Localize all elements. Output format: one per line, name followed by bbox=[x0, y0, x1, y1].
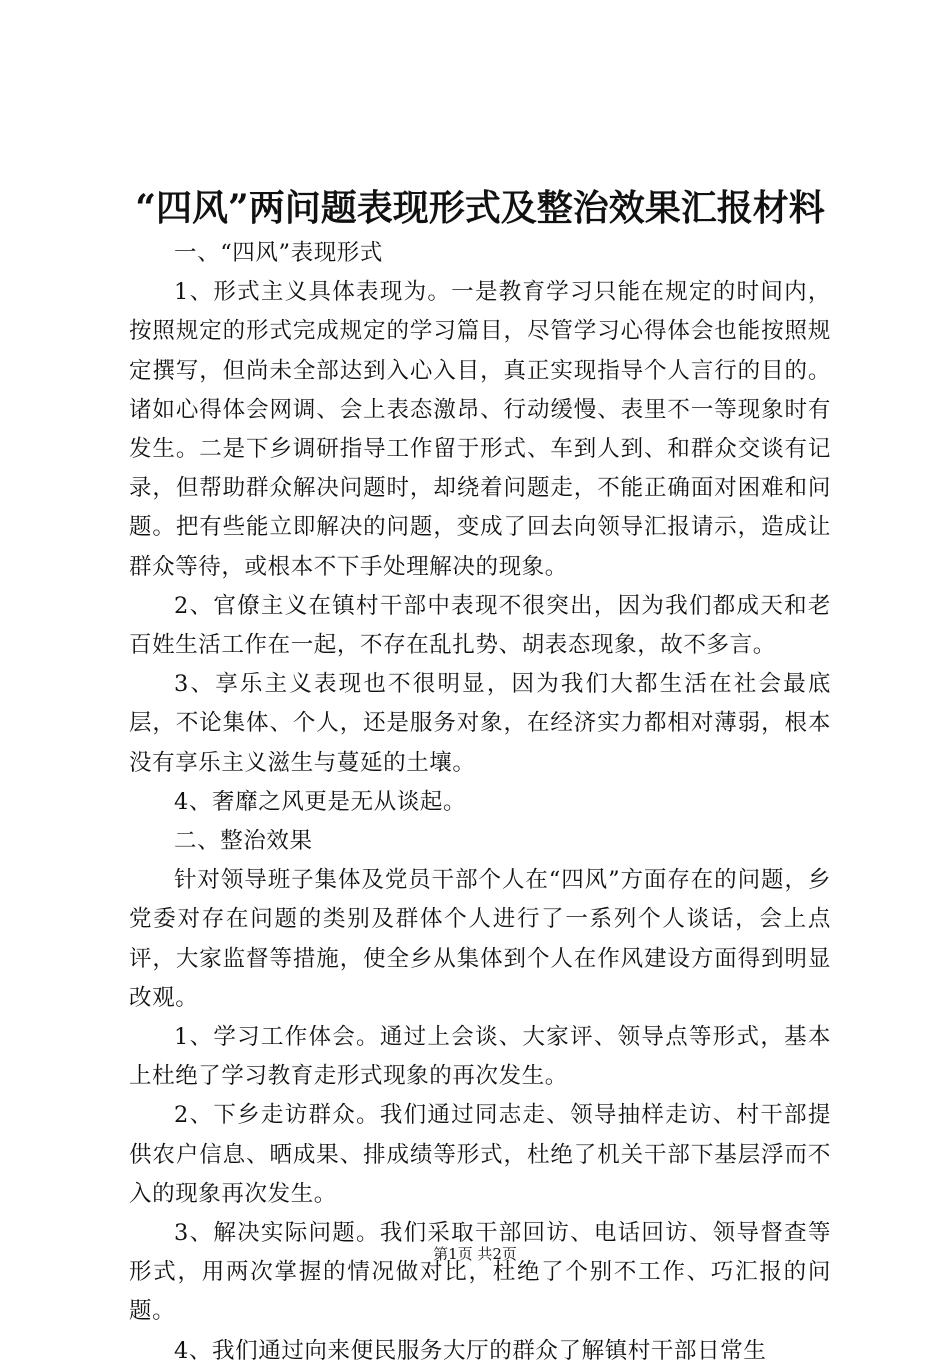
paragraph: 2、官僚主义在镇村干部中表现不很突出，因为我们都成天和老百姓生活工作在一起，不存在乱扎势、胡表态现象，故不多言。 bbox=[129, 592, 831, 659]
section-heading: 二、整治效果 bbox=[174, 828, 313, 855]
paragraph: 2、下乡走访群众。我们通过同志走、领导抽样走访、村干部提供农户信息、晒成果、排成绩等形式，杜绝了机关干部下基层浮而不入的现象再次发生。 bbox=[129, 1102, 831, 1207]
page-footer: 第1页 共2页 bbox=[433, 1245, 517, 1263]
section-heading: 一、“四风”表现形式 bbox=[174, 240, 384, 266]
paragraph: 1、形式主义具体表现为。一是教育学习只能在规定的时间内，按照规定的形式完成规定的学习篇目，尽管学习心得体会也能按照规定撰写，但尚未全部达到入心入目，真正实现指导个人言行的目的。诸如心得体会网调、会上表态激昂、行动缓慢、表里不一等现象时有发生。二是下乡调研指导工作留于形式、车到人到、和群众交谈有记录，但帮助群众解决问题时，却绕着问题走，不能正确面对困难和问题。把有些能立即解决的问题，变成了回去向领导汇报请示，造成让群众等待，或根本不下手处理解决的现象。 bbox=[129, 279, 831, 580]
paragraph: 3、享乐主义表现也不很明显，因为我们大都生活在社会最底层，不论集体、个人，还是服务对象，在经济实力都相对薄弱，根本没有享乐主义滋生与蔓延的土壤。 bbox=[129, 671, 831, 776]
paragraph: 3、解决实际问题。我们采取干部回访、电话回访、领导督查等形式，用两次掌握的情况做对比，杜绝了个别不工作、巧汇报的问题。 bbox=[129, 1220, 831, 1325]
paragraph: 4、奢靡之风更是无从谈起。 bbox=[174, 788, 467, 815]
document-title: “四风”两问题表现形式及整治效果汇报材料 bbox=[135, 187, 825, 229]
document-body bbox=[129, 234, 831, 1371]
paragraph: 针对领导班子集体及党员干部个人在“四风”方面存在的问题，乡党委对存在问题的类别及群体个人进行了一系列个人谈话，会上点评，大家监督等措施，使全乡从集体到个人在作风建设方面得到明显改观。 bbox=[129, 867, 831, 1011]
paragraph: 1、学习工作体会。通过上会谈、大家评、领导点等形式，基本上杜绝了学习教育走形式现象的再次发生。 bbox=[129, 1024, 831, 1090]
paragraph: 4、我们通过向来便民服务大厅的群众了解镇村干部日常生 bbox=[174, 1337, 767, 1364]
